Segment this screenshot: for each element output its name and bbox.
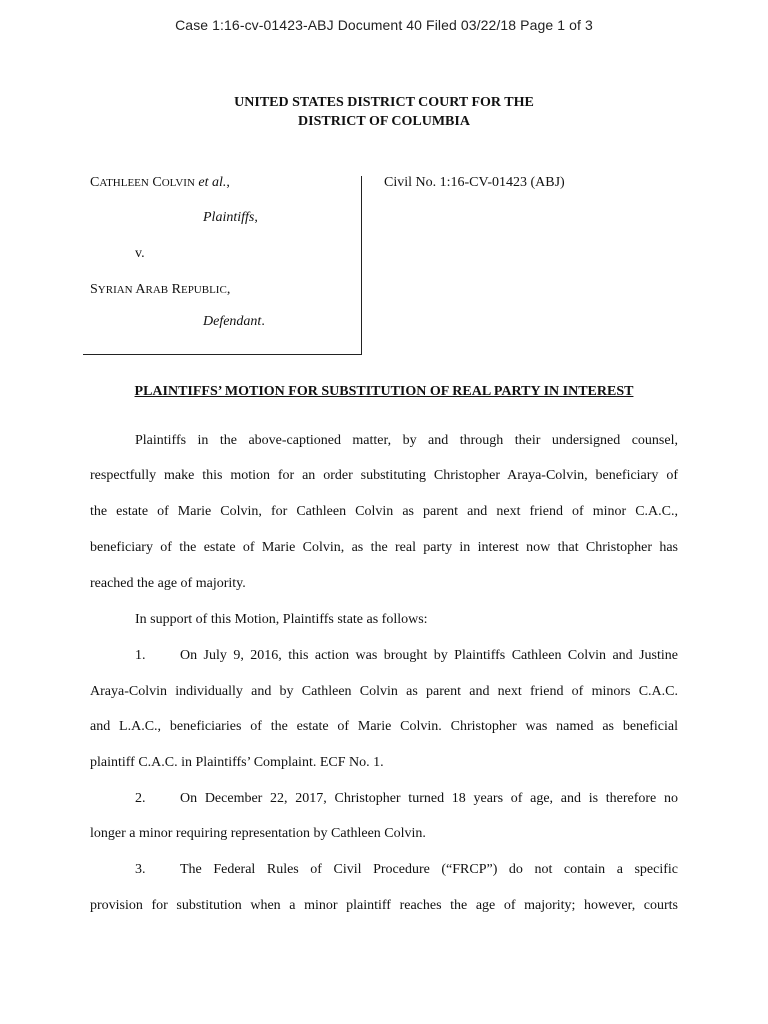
item-1-line-4: plaintiff C.A.C. in Plaintiffs’ Complaint. ECF No. 1. [90,755,384,770]
case-caption [90,175,362,355]
item-2-line-1: On December 22, 2017, Christopher turned 18 years of age, and is therefore no [180,791,678,806]
defendant-role: Defendant [203,314,262,329]
versus: v. [135,246,145,261]
intro-line-2: respectfully make this motion for an order substituting Christopher Araya-Colvin, beneficiary of [90,468,678,483]
civil-number: Civil No. 1:16-CV-01423 (ABJ) [384,175,565,190]
plaintiff-line: CATHLEEN COLVIN et al., [90,175,230,190]
court-heading-line-2: DISTRICT OF COLUMBIA [298,114,470,129]
intro-line-5: reached the age of majority. [90,576,246,591]
plaintiff-suffix: et al. [198,175,227,190]
defendant-role-line: Defendant. [203,314,265,329]
intro-line-1: Plaintiffs in the above-captioned matter, by and through their undersigned counsel, [135,433,678,448]
court-heading-line-1: UNITED STATES DISTRICT COURT FOR THE [234,95,534,110]
item-1-line-1: On July 9, 2016, this action was brought by Plaintiffs Cathleen Colvin and Justine [180,648,678,663]
item-2-line-2: longer a minor requiring representation by Cathleen Colvin. [90,826,426,841]
motion-title: PLAINTIFFS’ MOTION FOR SUBSTITUTION OF REAL PARTY IN INTEREST [134,384,634,399]
plaintiff-role-line: Plaintiffs, [203,210,258,225]
item-2-number: 2. [135,791,146,806]
intro-line-3: the estate of Marie Colvin, for Cathleen Colvin as parent and next friend of minor C.A.C., [90,504,678,519]
item-1-line-2: Araya-Colvin individually and by Cathleen Colvin as parent and next friend of minors C.A.C. [90,684,678,699]
caption-divider-horizontal [83,354,362,355]
defendant-name: SYRIAN ARAB REPUBLIC [90,282,227,297]
item-3-number: 3. [135,862,146,877]
court-heading [0,93,768,131]
plaintiff-role: Plaintiffs [203,210,255,225]
item-3-line-1: The Federal Rules of Civil Procedure (“FRCP”) do not contain a specific [180,862,678,877]
item-1-line-3: and L.A.C., beneficiaries of the estate of Marie Colvin. Christopher was named as beneficial [90,719,678,734]
item-1-number: 1. [135,648,146,663]
item-3-line-2: provision for substitution when a minor plaintiff reaches the age of majority; however, courts [90,898,678,913]
case-header-stamp: Case 1:16-cv-01423-ABJ Document 40 Filed 03/22/18 Page 1 of 3 [175,17,593,33]
caption-divider-vertical [361,176,362,355]
support-line: In support of this Motion, Plaintiffs state as follows: [135,612,428,627]
defendant-line: SYRIAN ARAB REPUBLIC, [90,282,231,297]
plaintiff-name: CATHLEEN COLVIN [90,175,195,190]
intro-line-4: beneficiary of the estate of Marie Colvin, as the real party in interest now that Christopher has [90,540,678,555]
